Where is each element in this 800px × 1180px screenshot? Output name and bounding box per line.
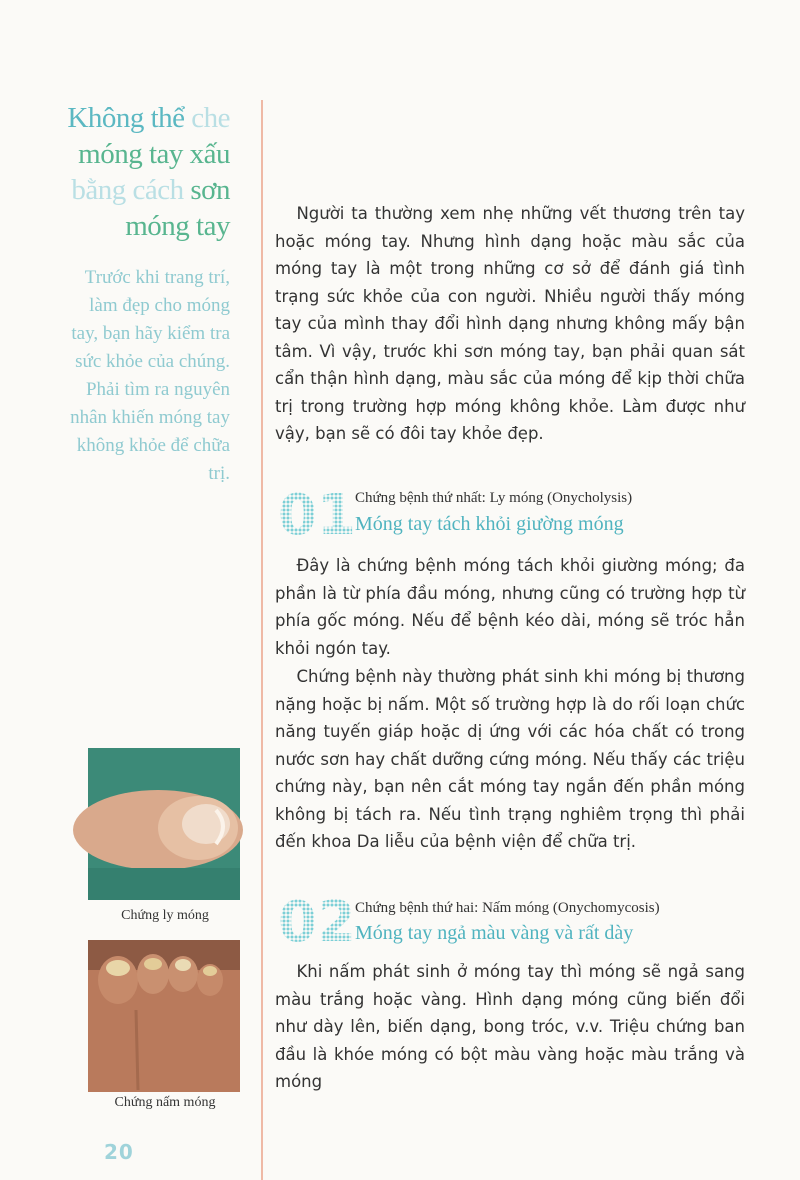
sidebar-title-part: bằng cách — [71, 174, 184, 206]
section-label-name: Nấm móng (Onychomycosis) — [482, 900, 660, 916]
section-paragraph: Khi nấm phát sinh ở móng tay thì móng sẽ ngả sang màu trắng hoặc vàng. Hình dạng móng cũng biến đổi như dày lên, biến dạng, bong tróc, v.v. Triệu chứng ban đầu là khóe móng có bột màu vàng hoặc màu trắng và móng — [275, 962, 745, 1091]
onycholysis-photo — [88, 748, 240, 900]
section-number-02 — [278, 890, 356, 955]
section-title: Móng tay ngả màu vàng và rất dày — [355, 922, 634, 944]
section-label — [355, 490, 632, 507]
onychomycosis-photo — [88, 940, 240, 1092]
section-label-prefix: Chứng bệnh thứ nhất: — [355, 490, 486, 506]
vertical-divider — [261, 100, 263, 1180]
photo-caption: Chứng ly móng — [121, 908, 209, 923]
sidebar-title-part: móng tay — [125, 210, 230, 242]
page-number: 20 — [104, 1140, 134, 1164]
section-number-text: 01 — [278, 483, 356, 548]
section-label — [355, 900, 660, 917]
sidebar-title-part: sơn — [190, 174, 230, 206]
section-number-01 — [278, 483, 356, 548]
sidebar-note: Trước khi trang trí, làm đẹp cho móng tay, bạn hãy kiểm tra sức khỏe của chúng. Phải tìm ra nguyên nhân khiến móng tay không khỏe để chữa trị. — [70, 267, 230, 484]
section-number-text: 02 — [278, 890, 356, 955]
sidebar-title — [30, 100, 230, 244]
section-label-prefix: Chứng bệnh thứ hai: — [355, 900, 479, 916]
intro-paragraph: Người ta thường xem nhẹ những vết thương trên tay hoặc móng tay. Nhưng hình dạng hoặc màu sắc của móng tay là một trong những cơ sở để đánh giá tình trạng sức khỏe của con người. Nhiều người thấy móng tay của mình thay đổi hình dạng nhưng không mấy bận tâm. Vì vậy, trước khi sơn móng tay, bạn phải quan sát cẩn thận hình dạng, màu sắc của móng để kịp thời chữa trị trong trường hợp móng không khỏe. Làm được như vậy, bạn sẽ có đôi tay khỏe đẹp. — [275, 204, 745, 443]
photo-caption: Chứng nấm móng — [114, 1095, 216, 1110]
sidebar-title-part: che — [191, 102, 230, 134]
section-paragraph: Chứng bệnh này thường phát sinh khi móng bị thương nặng hoặc bị nấm. Một số trường hợp là do rối loạn chức năng tuyến giáp hoặc dị ứng với các hóa chất có trong nước sơn hay chất dưỡng cứng móng. Nếu thấy các triệu chứng này, bạn nên cắt móng tay ngắn đến phần móng không bị tách ra. Nếu tình trạng nghiêm trọng thì phải đến khoa Da liễu của bệnh viện để chữa trị. — [275, 667, 745, 851]
sidebar-title-part: Không thể — [67, 102, 185, 134]
section-title: Móng tay tách khỏi giường móng — [355, 513, 624, 535]
section-paragraph: Đây là chứng bệnh móng tách khỏi giường móng; đa phần là từ phía đầu móng, nhưng cũng có trường hợp từ phía gốc móng. Nếu để bệnh kéo dài, móng sẽ tróc hẳn khỏi ngón tay. — [275, 556, 745, 658]
section-label-name: Ly móng (Onycholysis) — [489, 490, 633, 506]
sidebar-title-part: móng tay xấu — [78, 138, 230, 170]
